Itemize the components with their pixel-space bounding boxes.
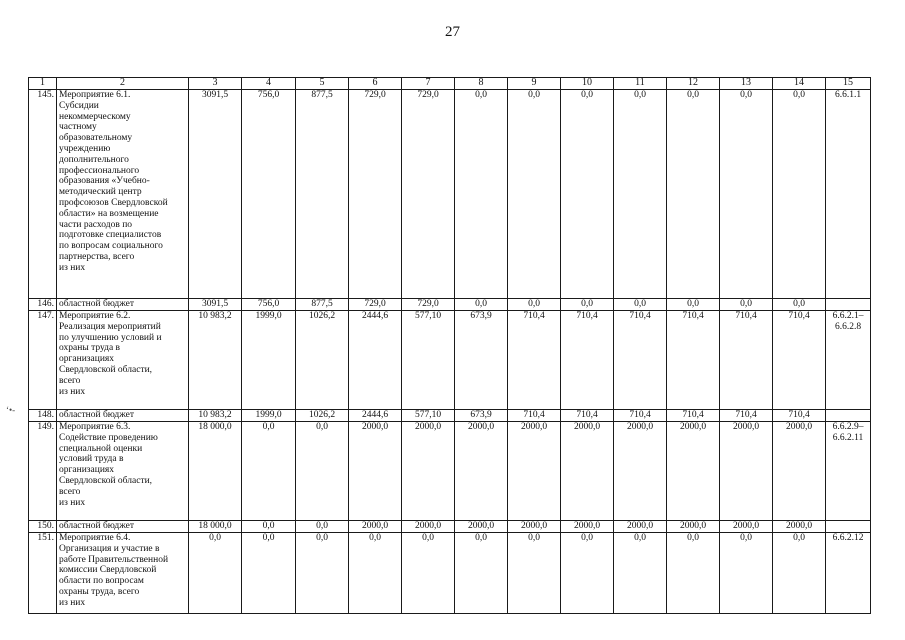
value-cell: 0,0 bbox=[242, 422, 296, 521]
value-cell: 0,0 bbox=[773, 533, 826, 614]
value-cell: 577,10 bbox=[402, 410, 455, 422]
value-cell: 710,4 bbox=[720, 311, 773, 410]
value-cell: 0,0 bbox=[455, 299, 508, 311]
value-cell: 0,0 bbox=[508, 533, 561, 614]
row-name: Мероприятие 6.1. Субсидии некоммерческому частному образовательному учреждению дополнительного профессионального образования «Учебно- методический центр профсоюзов Свердловской области» на возмещение части расходов по подготовке специалистов по вопросам социального партнерства, всего из них bbox=[57, 90, 189, 299]
header-row bbox=[29, 78, 871, 90]
value-cell: 756,0 bbox=[242, 299, 296, 311]
value-cell: 877,5 bbox=[296, 299, 349, 311]
value-cell: 710,4 bbox=[667, 311, 720, 410]
value-cell: 0,0 bbox=[614, 90, 667, 299]
value-cell: 1026,2 bbox=[296, 410, 349, 422]
value-cell: 3091,5 bbox=[189, 90, 242, 299]
value-cell: 0,0 bbox=[773, 299, 826, 311]
value-cell: 0,0 bbox=[296, 422, 349, 521]
value-cell: 2000,0 bbox=[720, 521, 773, 533]
value-cell: 0,0 bbox=[614, 299, 667, 311]
budget-table bbox=[28, 77, 871, 614]
value-cell: 710,4 bbox=[561, 311, 614, 410]
header-cell: 10 bbox=[561, 78, 614, 90]
value-cell: 2000,0 bbox=[667, 422, 720, 521]
target-ref: 6.6.2.9– 6.6.2.11 bbox=[826, 422, 871, 521]
target-ref bbox=[826, 299, 871, 311]
value-cell: 2000,0 bbox=[614, 422, 667, 521]
value-cell: 0,0 bbox=[667, 533, 720, 614]
value-cell: 18 000,0 bbox=[189, 422, 242, 521]
value-cell: 2000,0 bbox=[508, 521, 561, 533]
value-cell: 18 000,0 bbox=[189, 521, 242, 533]
value-cell: 0,0 bbox=[455, 90, 508, 299]
target-ref: 6.6.2.1– 6.6.2.8 bbox=[826, 311, 871, 410]
row-number: 150. bbox=[29, 521, 57, 533]
value-cell: 0,0 bbox=[296, 533, 349, 614]
header-cell: 5 bbox=[296, 78, 349, 90]
value-cell: 2444,6 bbox=[349, 311, 402, 410]
value-cell: 1999,0 bbox=[242, 410, 296, 422]
value-cell: 877,5 bbox=[296, 90, 349, 299]
header-cell: 3 bbox=[189, 78, 242, 90]
row-name: областной бюджет bbox=[57, 299, 189, 311]
value-cell: 1026,2 bbox=[296, 311, 349, 410]
value-cell: 756,0 bbox=[242, 90, 296, 299]
value-cell: 2000,0 bbox=[508, 422, 561, 521]
value-cell: 2000,0 bbox=[349, 521, 402, 533]
row-number: 145. bbox=[29, 90, 57, 299]
header-cell: 13 bbox=[720, 78, 773, 90]
value-cell: 729,0 bbox=[349, 299, 402, 311]
target-ref bbox=[826, 521, 871, 533]
value-cell: 0,0 bbox=[720, 90, 773, 299]
row-name: областной бюджет bbox=[57, 410, 189, 422]
row-number: 151. bbox=[29, 533, 57, 614]
header-cell: 12 bbox=[667, 78, 720, 90]
value-cell: 0,0 bbox=[720, 299, 773, 311]
target-ref: 6.6.2.12 bbox=[826, 533, 871, 614]
value-cell: 2000,0 bbox=[455, 521, 508, 533]
header-cell: 2 bbox=[57, 78, 189, 90]
header-cell: 1 bbox=[29, 78, 57, 90]
value-cell: 710,4 bbox=[508, 410, 561, 422]
value-cell: 673,9 bbox=[455, 311, 508, 410]
value-cell: 2000,0 bbox=[455, 422, 508, 521]
value-cell: 710,4 bbox=[773, 311, 826, 410]
header-cell: 6 bbox=[349, 78, 402, 90]
value-cell: 0,0 bbox=[667, 90, 720, 299]
header-cell: 15 bbox=[826, 78, 871, 90]
value-cell: 0,0 bbox=[561, 299, 614, 311]
value-cell: 710,4 bbox=[508, 311, 561, 410]
value-cell: 710,4 bbox=[614, 410, 667, 422]
value-cell: 673,9 bbox=[455, 410, 508, 422]
value-cell: 2000,0 bbox=[720, 422, 773, 521]
value-cell: 0,0 bbox=[455, 533, 508, 614]
value-cell: 0,0 bbox=[349, 533, 402, 614]
header-cell: 8 bbox=[455, 78, 508, 90]
value-cell: 710,4 bbox=[667, 410, 720, 422]
target-ref: 6.6.1.1 bbox=[826, 90, 871, 299]
scan-mark: ‘•- bbox=[6, 405, 16, 415]
value-cell: 0,0 bbox=[720, 533, 773, 614]
row-number: 147. bbox=[29, 311, 57, 410]
table-row bbox=[29, 533, 871, 614]
value-cell: 577,10 bbox=[402, 311, 455, 410]
value-cell: 2000,0 bbox=[773, 521, 826, 533]
header-cell: 14 bbox=[773, 78, 826, 90]
value-cell: 2000,0 bbox=[614, 521, 667, 533]
value-cell: 710,4 bbox=[720, 410, 773, 422]
row-name: Мероприятие 6.4. Организация и участие в работе Правительственной комиссии Свердловской области по вопросам охраны труда, всего из них bbox=[57, 533, 189, 614]
value-cell: 2000,0 bbox=[561, 521, 614, 533]
row-name: областной бюджет bbox=[57, 521, 189, 533]
value-cell: 1999,0 bbox=[242, 311, 296, 410]
value-cell: 0,0 bbox=[189, 533, 242, 614]
value-cell: 2000,0 bbox=[402, 422, 455, 521]
row-name: Мероприятие 6.2. Реализация мероприятий по улучшению условий и охраны труда в организациях Свердловской области, всего из них bbox=[57, 311, 189, 410]
value-cell: 710,4 bbox=[561, 410, 614, 422]
table-row bbox=[29, 311, 871, 410]
value-cell: 0,0 bbox=[773, 90, 826, 299]
value-cell: 0,0 bbox=[667, 299, 720, 311]
value-cell: 729,0 bbox=[402, 299, 455, 311]
value-cell: 2000,0 bbox=[349, 422, 402, 521]
table-row bbox=[29, 299, 871, 311]
header-cell: 4 bbox=[242, 78, 296, 90]
header-cell: 9 bbox=[508, 78, 561, 90]
page-number: 27 bbox=[445, 24, 460, 40]
value-cell: 710,4 bbox=[773, 410, 826, 422]
value-cell: 729,0 bbox=[402, 90, 455, 299]
value-cell: 0,0 bbox=[561, 90, 614, 299]
table-row bbox=[29, 90, 871, 299]
row-name: Мероприятие 6.3. Содействие проведению специальной оценки условий труда в организациях Свердловской области, всего из них bbox=[57, 422, 189, 521]
row-number: 148. bbox=[29, 410, 57, 422]
value-cell: 3091,5 bbox=[189, 299, 242, 311]
value-cell: 2000,0 bbox=[667, 521, 720, 533]
target-ref bbox=[826, 410, 871, 422]
value-cell: 0,0 bbox=[508, 90, 561, 299]
value-cell: 2444,6 bbox=[349, 410, 402, 422]
value-cell: 0,0 bbox=[614, 533, 667, 614]
value-cell: 0,0 bbox=[561, 533, 614, 614]
table-row bbox=[29, 521, 871, 533]
value-cell: 0,0 bbox=[242, 533, 296, 614]
value-cell: 0,0 bbox=[402, 533, 455, 614]
header-cell: 11 bbox=[614, 78, 667, 90]
value-cell: 729,0 bbox=[349, 90, 402, 299]
value-cell: 2000,0 bbox=[773, 422, 826, 521]
table-row bbox=[29, 422, 871, 521]
row-number: 146. bbox=[29, 299, 57, 311]
row-number: 149. bbox=[29, 422, 57, 521]
value-cell: 2000,0 bbox=[561, 422, 614, 521]
value-cell: 710,4 bbox=[614, 311, 667, 410]
table-row bbox=[29, 410, 871, 422]
value-cell: 10 983,2 bbox=[189, 311, 242, 410]
value-cell: 0,0 bbox=[508, 299, 561, 311]
value-cell: 0,0 bbox=[242, 521, 296, 533]
value-cell: 2000,0 bbox=[402, 521, 455, 533]
value-cell: 0,0 bbox=[296, 521, 349, 533]
header-cell: 7 bbox=[402, 78, 455, 90]
value-cell: 10 983,2 bbox=[189, 410, 242, 422]
